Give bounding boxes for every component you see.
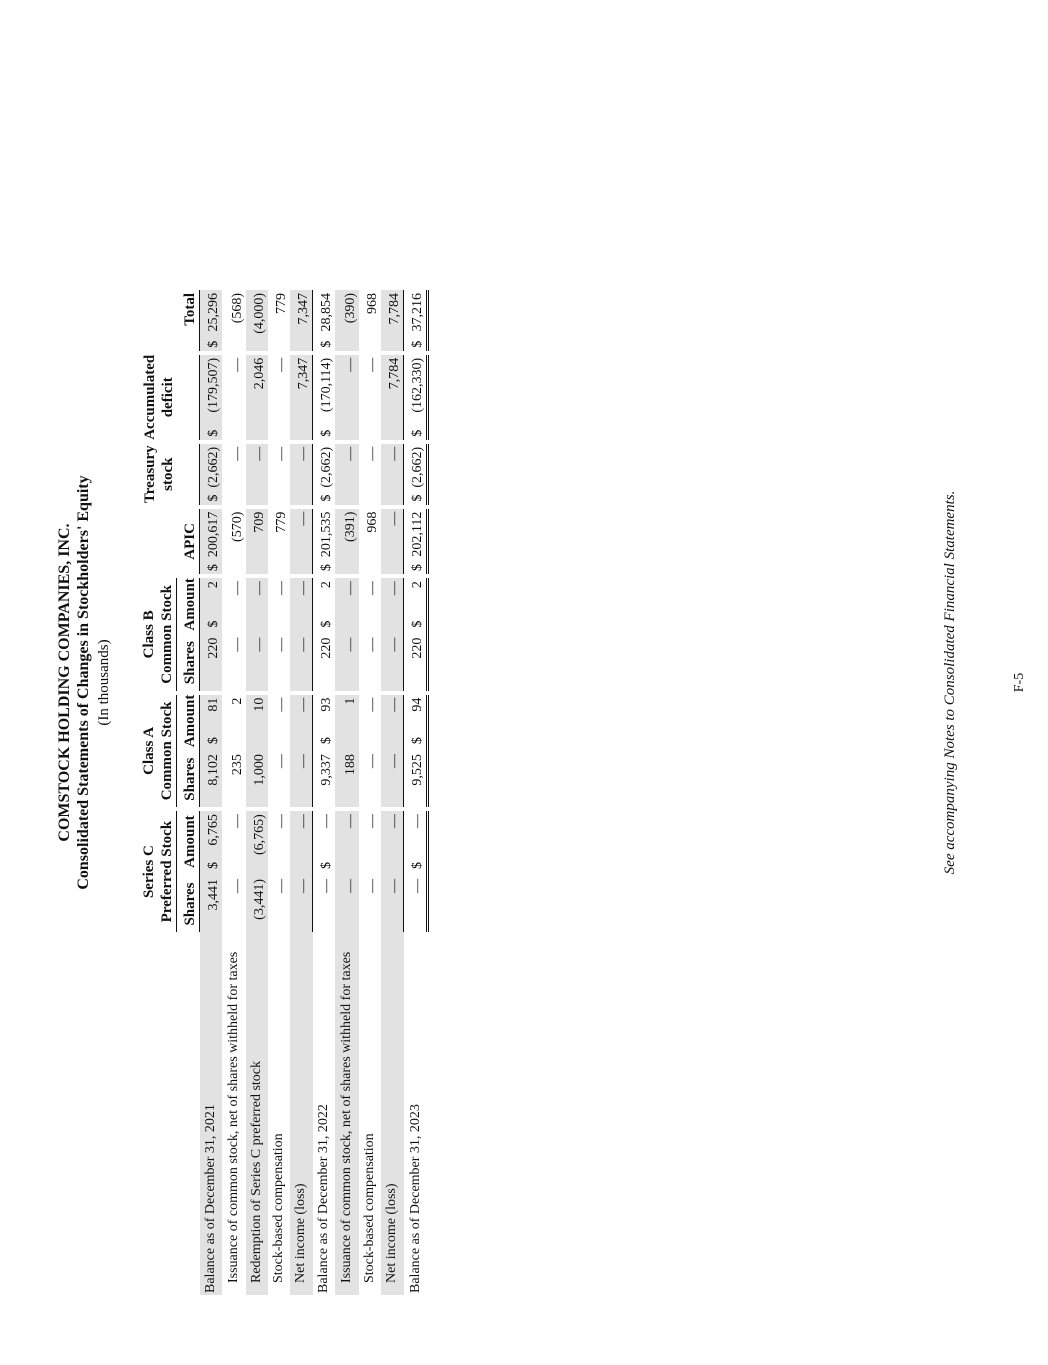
cell-b-cur: $: [313, 614, 336, 631]
cell-apic-cur: $: [313, 557, 336, 574]
cell-b-amt: —: [230, 581, 245, 596]
cell-apic-cur: $: [404, 557, 428, 574]
cell-a-sh: —: [290, 751, 313, 807]
cell-ad-cur: [246, 423, 268, 440]
cell-c-sh: —: [404, 876, 428, 932]
cell-ad: —: [274, 357, 289, 372]
table-row: [381, 290, 404, 1295]
cell-tr-cur: $: [200, 488, 223, 505]
cell-apic: 202,112: [404, 509, 428, 558]
cell-tr-cur: [246, 488, 268, 505]
cell-a-sh: 188: [335, 751, 359, 807]
cell-t: 968: [365, 292, 380, 314]
cell-c-cur: $: [404, 855, 428, 872]
cell-b-amt: —: [365, 581, 380, 596]
cell-apic-cur: [246, 557, 268, 574]
row-label: Net income (loss): [290, 932, 313, 1295]
cell-a-amt: 93: [313, 695, 336, 731]
cell-b-cur: $: [200, 614, 223, 631]
table-row: [335, 290, 359, 1295]
cell-b-amt: —: [335, 578, 359, 614]
cell-c-cur: [381, 855, 404, 872]
cell-b-amt: 2: [404, 578, 428, 614]
col-a-shares: Shares: [177, 751, 200, 807]
cell-b-sh: —: [335, 635, 359, 691]
cell-b-amt: —: [381, 578, 404, 614]
cell-c-sh: —: [381, 876, 404, 932]
group-series-c: Series C Preferred Stock: [140, 811, 177, 932]
cell-ad: 7,347: [290, 355, 313, 423]
col-b-shares: Shares: [177, 635, 200, 691]
cell-t-cur: [381, 334, 404, 351]
cell-b-sh: —: [274, 637, 289, 652]
cell-b-sh: —: [290, 635, 313, 691]
cell-b-cur: [246, 614, 268, 631]
cell-a-cur: [222, 730, 246, 747]
cell-a-amt: 2: [230, 697, 245, 705]
table-row: [200, 290, 223, 1295]
cell-a-sh: —: [381, 751, 404, 807]
cell-b-cur: [268, 614, 290, 631]
cell-c-sh: —: [313, 876, 336, 932]
cell-tr: (2,662): [404, 444, 428, 488]
group-class-a: Class A Common Stock: [140, 695, 177, 808]
cell-t: 37,216: [404, 290, 428, 334]
cell-tr-cur: [381, 488, 404, 505]
cell-ad: —: [365, 357, 380, 372]
cell-c-amt: —: [381, 811, 404, 855]
cell-b-cur: [222, 614, 246, 631]
cell-apic: 709: [246, 509, 268, 558]
cell-apic: (570): [230, 511, 245, 542]
table-row: [313, 290, 336, 1295]
cell-b-sh: 220: [200, 635, 223, 691]
cell-a-cur: $: [404, 730, 428, 747]
footnote: See accompanying Notes to Consolidated Financial Statements.: [942, 490, 958, 875]
cell-t: (568): [230, 292, 245, 324]
cell-ad-cur: [222, 423, 246, 440]
cell-c-amt: 6,765: [200, 811, 223, 855]
cell-c-amt: (6,765): [246, 811, 268, 855]
cell-c-cur: [290, 855, 313, 872]
cell-b-cur: [381, 614, 404, 631]
cell-ad-cur: [268, 423, 290, 440]
cell-c-cur: [268, 855, 290, 872]
cell-b-sh: —: [230, 637, 245, 652]
cell-tr: (2,662): [200, 444, 223, 488]
cell-t-cur: [335, 334, 359, 351]
cell-a-amt: 94: [404, 695, 428, 731]
cell-c-amt: —: [290, 811, 313, 855]
cell-tr: —: [290, 444, 313, 488]
row-label: Issuance of common stock, net of shares withheld for taxes: [226, 951, 241, 1283]
cell-t: 7,347: [290, 290, 313, 334]
cell-b-cur: [290, 614, 313, 631]
cell-ad-cur: $: [404, 423, 428, 440]
cell-apic: (391): [335, 509, 359, 558]
cell-b-sh: —: [381, 635, 404, 691]
cell-apic: 201,535: [313, 509, 336, 558]
cell-ad: (179,507): [200, 355, 223, 423]
cell-tr: (2,662): [313, 444, 336, 488]
cell-tr-cur: $: [313, 488, 336, 505]
row-label: Balance as of December 31, 2022: [315, 1104, 331, 1293]
cell-ad-cur: $: [313, 423, 336, 440]
col-c-amount: Amount: [177, 811, 200, 872]
cell-tr: —: [230, 446, 245, 461]
cell-a-amt: 81: [200, 695, 223, 731]
table-row: [222, 290, 246, 1295]
cell-a-cur: [359, 730, 381, 747]
cell-c-sh: —: [335, 876, 359, 932]
cell-c-cur: [359, 855, 381, 872]
cell-a-amt: 10: [246, 695, 268, 731]
col-c-shares: Shares: [177, 876, 200, 932]
cell-tr-cur: [290, 488, 313, 505]
group-class-b: Class B Common Stock: [140, 578, 177, 691]
col-b-amount: Amount: [177, 578, 200, 631]
cell-b-sh: 220: [313, 635, 336, 691]
cell-ad: 2,046: [246, 355, 268, 423]
cell-tr-cur: $: [404, 488, 428, 505]
cell-a-cur: [290, 730, 313, 747]
cell-b-amt: —: [274, 581, 289, 596]
cell-apic-cur: [359, 557, 381, 574]
cell-a-sh: —: [365, 754, 380, 769]
cell-t-cur: $: [313, 334, 336, 351]
table-row: [268, 290, 290, 1295]
cell-c-amt: —: [404, 811, 428, 855]
cell-t: (390): [335, 290, 359, 334]
cell-apic-cur: [335, 557, 359, 574]
cell-apic-cur: [222, 557, 246, 574]
cell-tr: —: [246, 444, 268, 488]
cell-tr: —: [365, 446, 380, 461]
cell-c-sh: —: [365, 879, 380, 893]
cell-apic: —: [381, 509, 404, 558]
row-label: Stock-based compensation: [271, 1133, 286, 1283]
cell-tr: —: [381, 444, 404, 488]
cell-apic-cur: [381, 557, 404, 574]
cell-c-sh: (3,441): [246, 876, 268, 932]
cell-t-cur: [359, 334, 381, 351]
cell-ad: —: [230, 357, 245, 372]
cell-apic: 779: [274, 511, 289, 533]
cell-ad: (162,330): [404, 355, 428, 423]
cell-c-amt: —: [313, 811, 336, 855]
cell-b-sh: 220: [404, 635, 428, 691]
cell-b-cur: [359, 614, 381, 631]
table-row: [404, 290, 428, 1295]
statement-title: Consolidated Statements of Changes in Stockholders' Equity: [75, 475, 92, 890]
cell-c-amt: —: [335, 811, 359, 855]
cell-c-cur: [246, 855, 268, 872]
page-number: F-5: [1012, 672, 1027, 693]
cell-ad: 7,784: [381, 355, 404, 423]
cell-b-amt: 2: [200, 578, 223, 614]
group-accumulated-deficit: Accumulated deficit: [141, 354, 176, 440]
cell-ad-cur: [381, 423, 404, 440]
col-a-amount: Amount: [177, 695, 200, 748]
cell-c-sh: 3,441: [200, 876, 223, 932]
cell-c-cur: $: [313, 855, 336, 872]
row-label: Balance as of December 31, 2021: [200, 932, 223, 1295]
cell-b-cur: $: [404, 614, 428, 631]
cell-c-sh: —: [290, 876, 313, 932]
cell-t-cur: [222, 334, 246, 351]
cell-c-cur: [222, 855, 246, 872]
col-total: Total: [177, 290, 200, 351]
cell-t-cur: [268, 334, 290, 351]
cell-a-sh: 1,000: [246, 751, 268, 807]
cell-c-sh: —: [274, 879, 289, 893]
cell-t-cur: $: [200, 334, 223, 351]
cell-apic: 968: [365, 511, 380, 533]
cell-b-sh: —: [246, 635, 268, 691]
col-apic: APIC: [177, 509, 200, 575]
cell-t: 7,784: [381, 290, 404, 334]
cell-tr: —: [274, 446, 289, 461]
cell-apic: 200,617: [200, 509, 223, 558]
column-header-row: [177, 290, 200, 1295]
cell-t: (4,000): [246, 290, 268, 334]
cell-b-sh: —: [365, 637, 380, 652]
cell-a-sh: 8,102: [200, 751, 223, 807]
cell-t: 779: [274, 292, 289, 314]
cell-t: 25,296: [200, 290, 223, 334]
cell-apic-cur: $: [200, 557, 223, 574]
cell-tr-cur: [335, 488, 359, 505]
cell-apic-cur: [290, 557, 313, 574]
cell-c-amt: —: [365, 814, 380, 829]
row-label: Net income (loss): [381, 932, 404, 1295]
cell-c-sh: —: [230, 879, 245, 893]
cell-a-cur: [246, 730, 268, 747]
cell-a-amt: —: [365, 697, 380, 712]
company-name: COMSTOCK HOLDING COMPANIES, INC.: [56, 523, 73, 842]
cell-tr-cur: [222, 488, 246, 505]
cell-t-cur: [246, 334, 268, 351]
cell-ad: (170,114): [313, 355, 336, 423]
cell-a-amt: —: [381, 695, 404, 731]
cell-a-amt: —: [290, 695, 313, 731]
cell-a-amt: 1: [335, 695, 359, 731]
cell-b-amt: —: [246, 578, 268, 614]
cell-b-amt: —: [290, 578, 313, 614]
cell-t-cur: [290, 334, 313, 351]
cell-a-cur: [335, 730, 359, 747]
cell-b-cur: [335, 614, 359, 631]
row-label: Redemption of Series C preferred stock: [246, 932, 268, 1295]
cell-t: 28,854: [313, 290, 336, 334]
cell-ad-cur: [359, 423, 381, 440]
cell-a-cur: $: [313, 730, 336, 747]
cell-a-sh: —: [274, 754, 289, 769]
cell-ad-cur: [290, 423, 313, 440]
cell-b-amt: 2: [313, 578, 336, 614]
cell-tr: —: [335, 444, 359, 488]
units-note: (In thousands): [96, 639, 112, 726]
cell-a-cur: $: [200, 730, 223, 747]
group-treasury: Treasury stock: [141, 445, 176, 504]
cell-c-cur: [335, 855, 359, 872]
equity-table: [140, 290, 429, 1295]
cell-c-amt: —: [230, 814, 245, 829]
group-header-row: [140, 290, 177, 1295]
cell-a-sh: 9,525: [404, 751, 428, 807]
cell-a-cur: [268, 730, 290, 747]
cell-a-sh: 235: [230, 754, 245, 776]
cell-c-amt: —: [274, 814, 289, 829]
cell-tr-cur: [268, 488, 290, 505]
cell-a-sh: 9,337: [313, 751, 336, 807]
row-label: Balance as of December 31, 2023: [407, 1104, 423, 1293]
table-row: [290, 290, 313, 1295]
table-row: [246, 290, 268, 1295]
cell-apic: —: [290, 509, 313, 558]
row-label: Stock-based compensation: [362, 1133, 377, 1283]
cell-ad-cur: $: [200, 423, 223, 440]
cell-apic-cur: [268, 557, 290, 574]
cell-c-cur: $: [200, 855, 223, 872]
cell-t-cur: $: [404, 334, 428, 351]
cell-ad: —: [335, 355, 359, 423]
cell-a-cur: [381, 730, 404, 747]
row-label: Issuance of common stock, net of shares withheld for taxes: [335, 932, 359, 1295]
cell-tr-cur: [359, 488, 381, 505]
cell-a-amt: —: [274, 697, 289, 712]
table-row: [359, 290, 381, 1295]
cell-ad-cur: [335, 423, 359, 440]
